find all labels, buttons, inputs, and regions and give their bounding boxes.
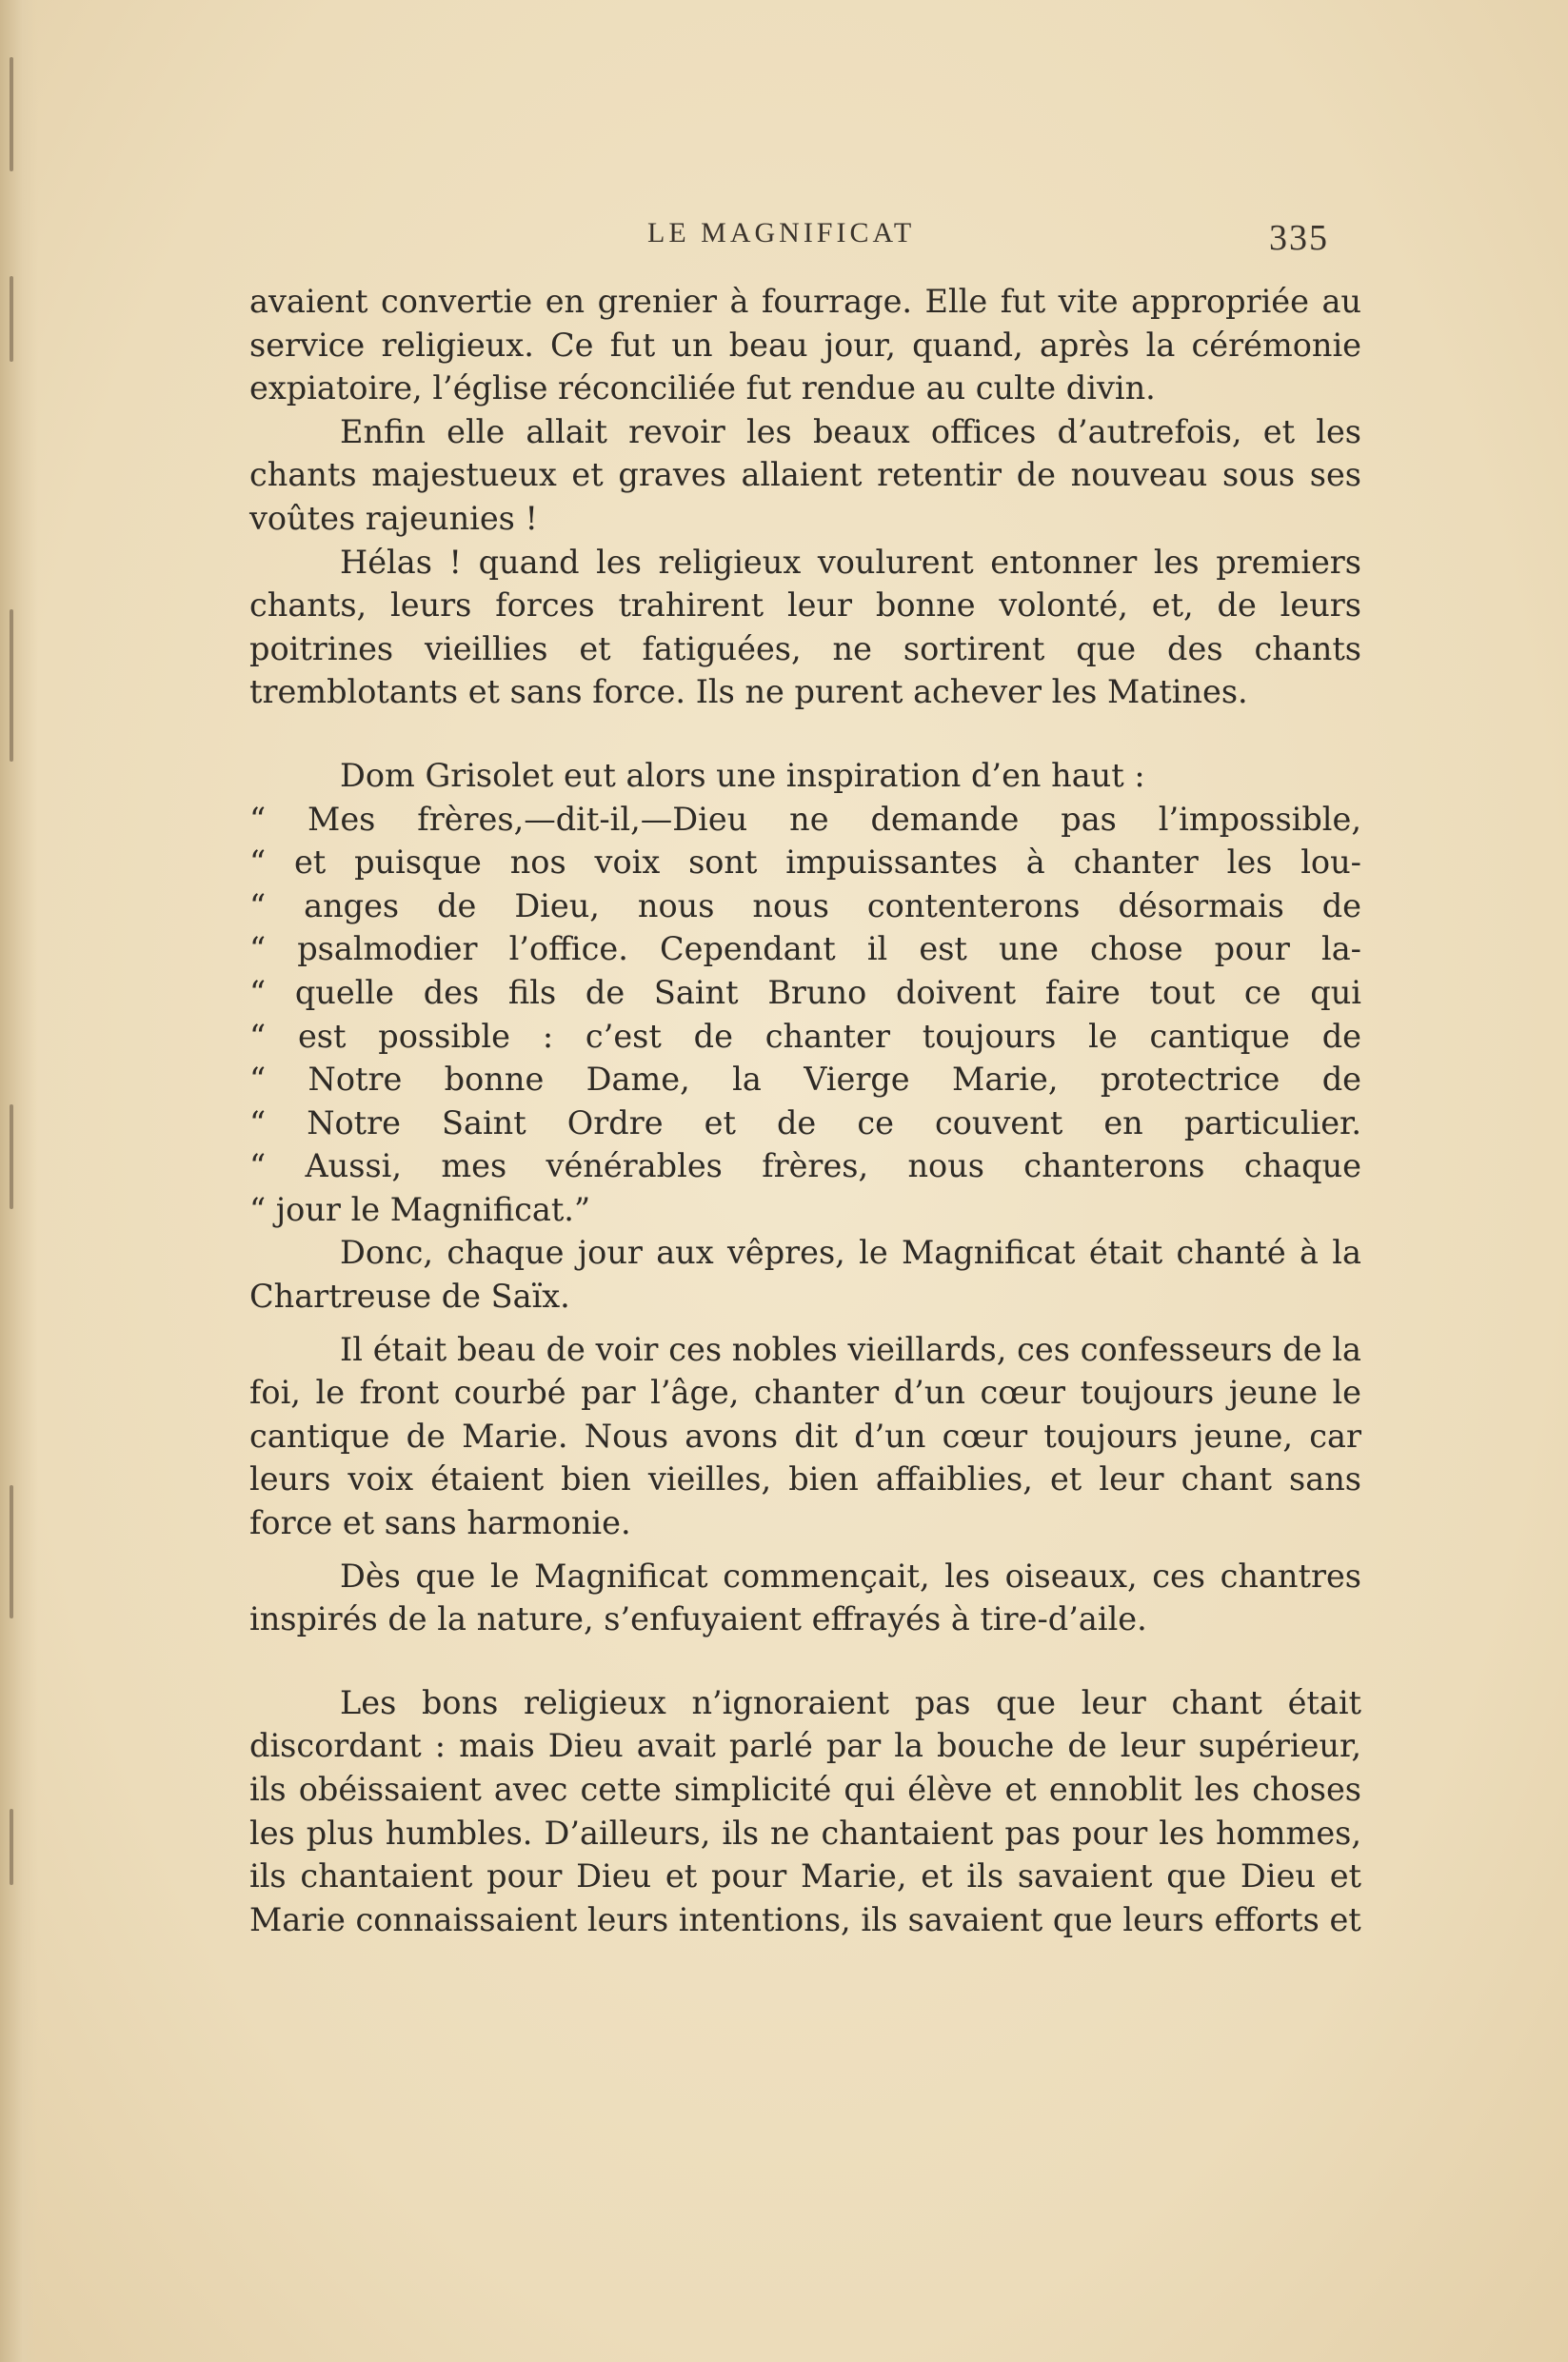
binding-mark bbox=[10, 276, 13, 362]
body-text bbox=[249, 280, 1361, 1941]
quote-line: “ Notre bonne Dame, la Vierge Marie, protectrice de bbox=[249, 1061, 1361, 1099]
quote-line: “ Notre Saint Ordre et de ce couvent en particulier. bbox=[249, 1103, 1361, 1141]
paragraph: avaient convertie en grenier à fourrage. Elle fut vite appropriée au service religieux. Ce fut un beau jour, quand, après la cérémonie expiatoire, l’église réconciliée fut rendue au culte divin. bbox=[249, 283, 1361, 407]
quote-line: “ quelle des fils de Saint Bruno doivent faire tout ce qui bbox=[249, 973, 1361, 1011]
paragraph: Hélas ! quand les religieux voulurent entonner les premiers chants, leurs forces trahirent leur bonne volonté, et, de leurs poitrines vieillies et fatiguées, ne sortirent que des chants tremblotants et sans force. Ils ne purent achever les Matines. bbox=[249, 543, 1361, 711]
quote-line: “ jour le Magnificat.” bbox=[249, 1190, 591, 1228]
quote-line: “ Mes frères,—dit-il,—Dieu ne demande pas l’impossible, bbox=[249, 800, 1361, 838]
page-gutter bbox=[0, 0, 38, 2362]
binding-mark bbox=[10, 57, 13, 171]
quotation bbox=[249, 798, 1361, 1232]
paragraph: Enfin elle allait revoir les beaux offices d’autrefois, et les chants majestueux et graves allaient retentir de nouveau sous ses voûtes rajeunies ! bbox=[249, 412, 1361, 537]
quote-line: “ anges de Dieu, nous nous contenterons désormais de bbox=[249, 886, 1361, 924]
quote-line: “ Aussi, mes vénérables frères, nous chanterons chaque bbox=[249, 1147, 1361, 1185]
quote-line: “ est possible : c’est de chanter toujours le cantique de bbox=[249, 1017, 1361, 1055]
quote-line: “ psalmodier l’office. Cependant il est une chose pour la- bbox=[249, 930, 1361, 968]
paragraph: Donc, chaque jour aux vêpres, le Magnificat était chanté à la Chartreuse de Saïx. bbox=[249, 1234, 1361, 1316]
paragraph: Il était beau de voir ces nobles vieillards, ces confesseurs de la foi, le front courbé par l’âge, chanter d’un cœur toujours jeune le cantique de Marie. Nous avons dit d’un cœur toujours jeune, car leurs voix étaient bien vieilles, bien affaiblies, et leur chant sans force et sans harmonie. bbox=[249, 1330, 1361, 1542]
binding-mark bbox=[10, 1809, 13, 1885]
binding-mark bbox=[10, 609, 13, 762]
paragraph: Dès que le Magnificat commençait, les oiseaux, ces chantres inspirés de la nature, s’enfuyaient effrayés à tire-d’aile. bbox=[249, 1557, 1361, 1638]
paragraph: Dom Grisolet eut alors une inspiration d’en haut : bbox=[340, 756, 1145, 794]
binding-mark bbox=[10, 1485, 13, 1618]
page-header bbox=[0, 217, 1568, 258]
paragraph: Les bons religieux n’ignoraient pas que leur chant était discordant : mais Dieu avait parlé par la bouche de leur supérieur, ils obéissaient avec cette simplicité qui élève et ennoblit les choses les plus humbles. D’ailleurs, ils ne chantaient pas pour les hommes, ils chantaient pour Dieu et pour Marie, et ils savaient que Dieu et Marie connaissaient leurs intentions, ils savaient que leurs efforts et bbox=[249, 1683, 1361, 1938]
binding-mark bbox=[10, 1104, 13, 1209]
quote-line: “ et puisque nos voix sont impuissantes à chanter les lou- bbox=[249, 844, 1361, 882]
running-title: LE MAGNIFICAT bbox=[647, 217, 916, 248]
page-number: 335 bbox=[1269, 218, 1329, 258]
